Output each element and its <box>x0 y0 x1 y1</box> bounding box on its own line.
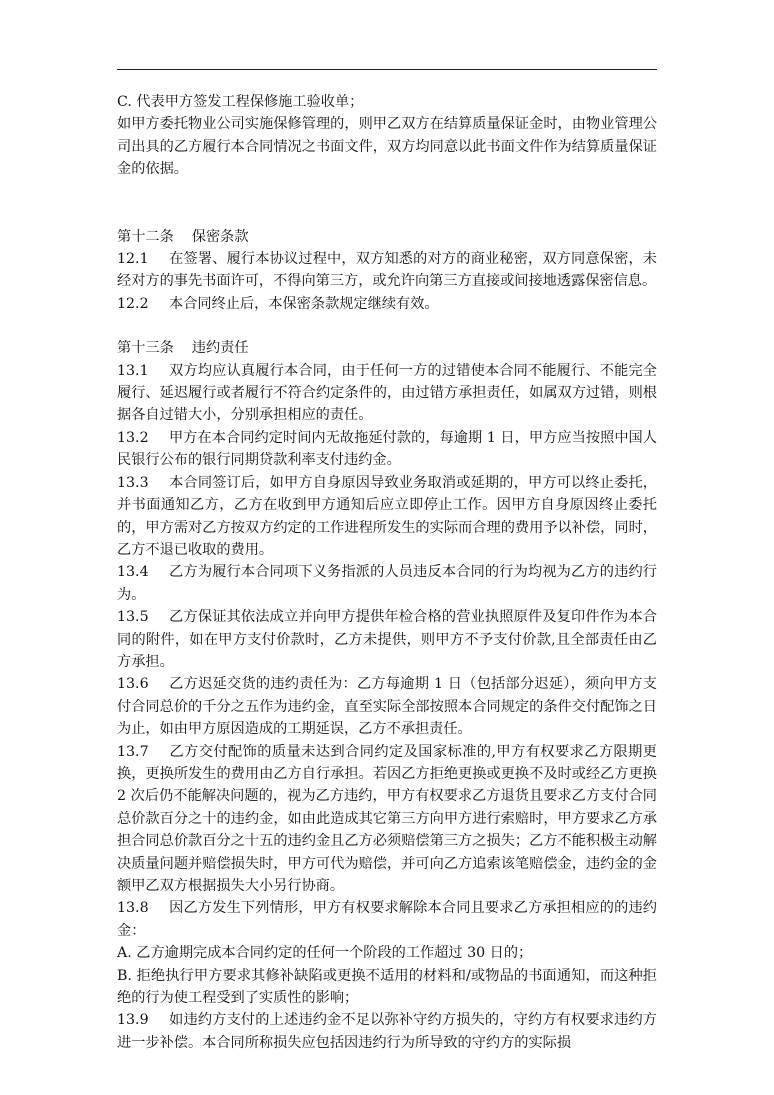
clause-text: 在签署、履行本协议过程中，双方知悉的对方的商业秘密，双方同意保密，未经对方的事先书面许可，不得向第三方，或允许向第三方直接或间接地透露保密信息。 <box>117 251 657 290</box>
clause-12-2 <box>117 293 657 315</box>
section-13-number: 第十三条 <box>117 340 174 357</box>
header-rule <box>117 69 657 70</box>
clause-13-5 <box>117 606 657 673</box>
section-12-title: 保密条款 <box>191 228 249 245</box>
clause-text: 因乙方发生下列情形，甲方有权要求解除本合同且要求乙方承担相应的的违约金： <box>117 900 657 939</box>
clause-13-9 <box>117 1009 657 1054</box>
clause-13-7 <box>117 741 657 898</box>
clause-13-1 <box>117 360 657 427</box>
section-13-title: 违约责任 <box>191 340 249 357</box>
clause-number: 13.2 <box>117 429 149 446</box>
clause-text: 本合同终止后，本保密条款规定继续有效。 <box>169 295 439 312</box>
clause-13-4 <box>117 561 657 606</box>
document-body <box>117 91 657 1054</box>
clause-13-6 <box>117 673 657 740</box>
clause-number: 13.1 <box>117 362 149 379</box>
intro-paragraph: 如甲方委托物业公司实施保修管理的，则甲乙双方在结算质量保证金时，由物业管理公司出具的乙方履行本合同情况之书面文件，双方均同意以此书面文件作为结算质量保证金的依据。 <box>117 116 657 178</box>
clause-number: 13.6 <box>117 676 149 693</box>
clause-text: 乙方为履行本合同项下义务指派的人员违反本合同的行为均视为乙方的违约行为。 <box>117 564 657 603</box>
clause-number: 13.4 <box>117 564 149 581</box>
clause-text: 双方均应认真履行本合同，由于任何一方的过错使本合同不能履行、不能完全履行、延迟履行或者履行不符合约定条件的，由过错方承担责任，如属双方过错，则根据各自过错大小，分别承担相应的责任。 <box>117 362 657 424</box>
clause-text: 乙方迟延交货的违约责任为：乙方每逾期 1 日（包括部分迟延），须向甲方支付合同总价的千分之五作为违约金，直至实际全部按照本合同规定的条件交付配饰之日为止，如由甲方原因造成的工期延误，乙方不承担责任。 <box>117 676 657 738</box>
section-12-heading <box>117 226 657 248</box>
clause-text: 如违约方支付的上述违约金不足以弥补守约方损失的，守约方有权要求违约方进一步补偿。本合同所称损失应包括因违约行为所导致的守约方的实际损 <box>117 1012 657 1051</box>
clause-text: 乙方交付配饰的质量未达到合同约定及国家标准的,甲方有权要求乙方限期更换，更换所发生的费用由乙方自行承担。若因乙方拒绝更换或更换不及时或经乙方更换 2 次后仍不能解决问题的，视为乙方违约，甲方有权要求乙方退货且要求乙方支付合同总价款百分之十的违约金，如由此造成其它第三方向甲方进行索赔时，甲方要求乙方承担合同总价款百分之十五的违约金且乙方必须赔偿第三方之损失；乙方不能积极主动解决质量问题并赔偿损失时，甲方可代为赔偿，并可向乙方追索该笔赔偿金，违约金的金额甲乙双方根据损失大小另行协商。 <box>117 743 657 894</box>
clause-13-2 <box>117 427 657 472</box>
clause-13-8 <box>117 897 657 942</box>
intro-item-c: C. 代表甲方签发工程保修施工验收单； <box>117 94 364 110</box>
clause-text: 甲方在本合同约定时间内无故拖延付款的，每逾期 1 日，甲方应当按照中国人民银行公布的银行同期贷款利率支付违约金。 <box>117 429 657 469</box>
section-13-heading <box>117 337 657 359</box>
clause-number: 12.2 <box>117 295 149 312</box>
clause-12-1 <box>117 248 657 293</box>
clause-number: 13.9 <box>117 1012 149 1029</box>
clause-number: 13.5 <box>117 609 149 626</box>
list-item-b: B. 拒绝执行甲方要求其修补缺陷或更换不适用的材料和/或物品的书面通知，而这种拒绝的行为使工程受到了实质性的影响； <box>117 967 657 1007</box>
clause-number: 12.1 <box>117 251 149 268</box>
clause-text: 乙方保证其依法成立并向甲方提供年检合格的营业执照原件及复印件作为本合同的附件，如在甲方支付价款时，乙方未提供，则甲方不予支付价款,且全部责任由乙方承担。 <box>117 609 657 670</box>
clause-number: 13.7 <box>117 743 149 760</box>
clause-text: 本合同签订后，如甲方自身原因导致业务取消或延期的，甲方可以终止委托，并书面通知乙方，乙方在收到甲方通知后应立即停止工作。因甲方自身原因终止委托的，甲方需对乙方按双方约定的工作进程所发生的实际而合理的费用予以补偿，同时，乙方不退已收取的费用。 <box>117 474 657 558</box>
section-12-number: 第十二条 <box>117 228 174 245</box>
list-item-a: A. 乙方逾期完成本合同约定的任何一个阶段的工作超过 30 日的； <box>117 945 533 962</box>
clause-13-3 <box>117 472 657 562</box>
clause-number: 13.8 <box>117 900 149 917</box>
clause-number: 13.3 <box>117 474 149 491</box>
